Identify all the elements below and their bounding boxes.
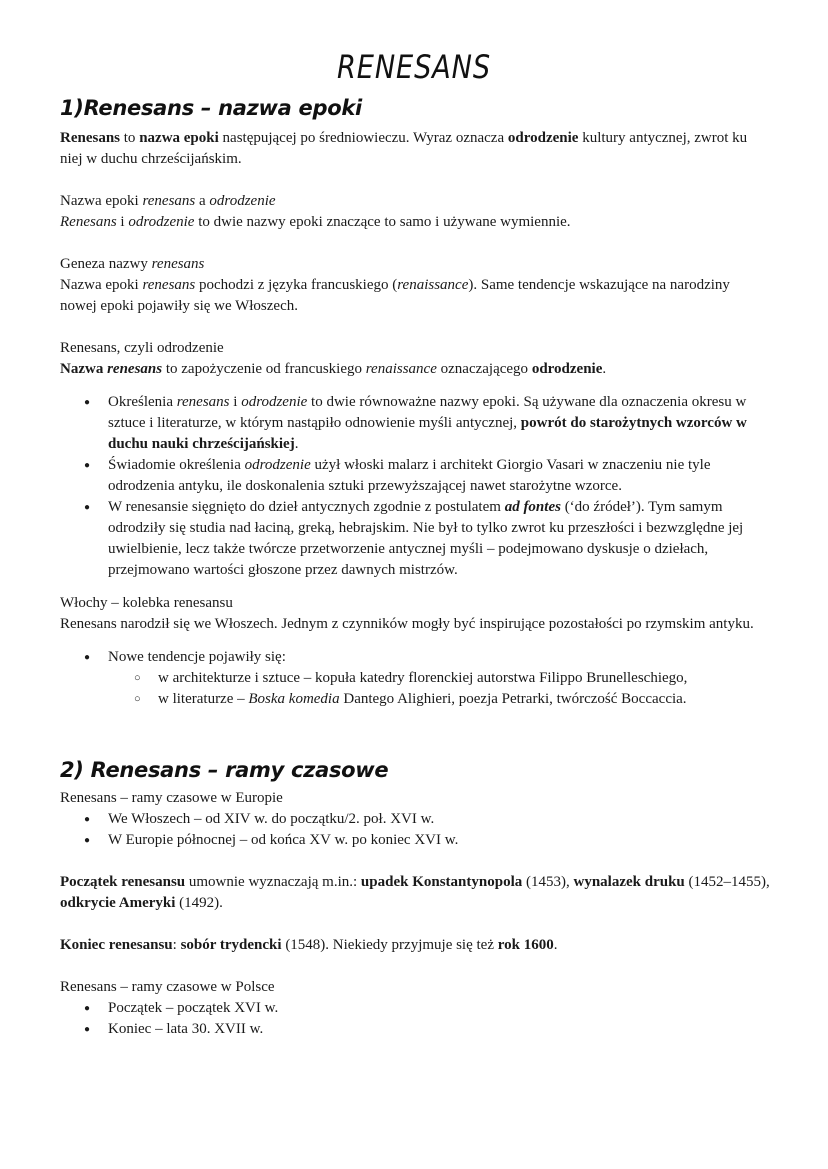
list-item: ● Początek – początek XVI w. [108, 998, 770, 1019]
text: w architekturze i sztuce – kopuła katedry florenckiej autorstwa Filippo Brunelleschiego, [158, 670, 688, 686]
italy-subtitle: Włochy – kolebka renesansu [60, 595, 233, 611]
rebirth-bullet-list [60, 392, 770, 581]
section-2-heading: 2) Renesans – ramy czasowe [60, 758, 389, 782]
section-1-heading: 1)Renesans – nazwa epoki [60, 96, 362, 120]
text: (1548). Niekiedy przyjmuje się też [281, 937, 498, 953]
text: i [116, 214, 129, 230]
name-subtitle [60, 191, 770, 212]
text: Nazwa epoki [60, 193, 143, 209]
text: Geneza nazwy [60, 256, 152, 272]
term: renesans [142, 193, 196, 209]
term: upadek Konstantynopola [360, 874, 523, 890]
rebirth-paragraph [60, 359, 770, 380]
text: to [120, 130, 140, 146]
term: Boska komedia [248, 691, 340, 707]
term: wynalazek druku [573, 874, 685, 890]
genesis-paragraph [60, 275, 770, 317]
text: (‘do źródeł’). Tym samym odrodziły się studia nad łaciną, greką, hebrajskim. Nie był to tylko zwrot ku przeszłości i bezwzględne jej uwielbienie, lecz także twórcze przetworzenie antycznej myśli – podejmowano dyskusje o dziełach, przejmowano wartości głoszone przez dawnych mistrzów. [108, 499, 744, 578]
list-item [108, 497, 770, 581]
section-2-content [60, 788, 770, 1040]
text: a [195, 193, 210, 209]
term: renaissance [397, 277, 469, 293]
list-item [108, 392, 770, 455]
text: ). Same tendencje wskazujące na narodziny nowej epoki pojawiły się we Włoszech. [60, 277, 730, 314]
poland-subtitle: Renesans – ramy czasowe w Polsce [60, 979, 275, 995]
start-paragraph [60, 872, 770, 914]
list-item: ● W Europie północnej – od końca XV w. po koniec XVI w. [108, 830, 770, 851]
term: odkrycie Ameryki [60, 895, 176, 911]
text: Dantego Alighieri, poezja Petrarki, twórczość Boccaccia. [339, 691, 687, 707]
text: Świadomie określenia [108, 457, 245, 473]
term: powrót do starożytnych wzorców w duchu nauki chrześcijańskiej [108, 415, 747, 452]
europe-list [60, 809, 770, 851]
text: to zapożyczenie od francuskiego [162, 361, 366, 377]
end-paragraph [60, 935, 770, 956]
list-item [108, 455, 770, 497]
text: oznaczającego [436, 361, 532, 377]
text: pochodzi z języka francuskiego ( [195, 277, 398, 293]
term: odrodzenie [244, 457, 311, 473]
term: nazwa epoki [139, 130, 219, 146]
term: sobór trydencki [180, 937, 282, 953]
term: rok 1600 [497, 937, 554, 953]
term: odrodzenie [209, 193, 276, 209]
term: Koniec renesansu [60, 937, 173, 953]
text: (1453), [522, 874, 574, 890]
term: renesans [176, 394, 230, 410]
italy-paragraph: Renesans narodził się we Włoszech. Jednym z czynników mogły być inspirujące pozostałości po rzymskim antyku. [60, 616, 754, 632]
text: . [602, 361, 607, 377]
intro-paragraph [60, 128, 770, 170]
text: kultury antycznej, zwrot ku niej w duchu chrześcijańskim. [60, 130, 748, 167]
list-item: ● Koniec – lata 30. XVII w. [108, 1019, 770, 1040]
sub-list-item [158, 668, 770, 689]
text: Określenia [108, 394, 177, 410]
text: w literaturze – [158, 691, 249, 707]
term: renaissance [365, 361, 437, 377]
europe-subtitle: Renesans – ramy czasowe w Europie [60, 790, 283, 806]
text: . [553, 937, 558, 953]
text: Nazwa epoki [60, 277, 143, 293]
term: odrodzenie [128, 214, 195, 230]
list-item: ● We Włoszech – od XIV w. do początku/2. poł. XVI w. [108, 809, 770, 830]
text: użył włoski malarz i architekt Giorgio Vasari w znaczeniu nie tyle odrodzenia antyku, ile doskonalenia sztuki przewyższającej nawet starożytne wzorce. [108, 457, 711, 494]
term: renesans [107, 361, 163, 377]
text: to dwie nazwy epoki znaczące to samo i używane wymiennie. [194, 214, 571, 230]
term: odrodzenie [241, 394, 308, 410]
name-paragraph [60, 212, 770, 233]
poland-list [60, 998, 770, 1040]
text: (1452–1455), [684, 874, 770, 890]
text: (1492). [175, 895, 223, 911]
term: ad fontes [504, 499, 561, 515]
text: umownie wyznaczają m.in.: [185, 874, 361, 890]
document-title: RENESANS [337, 48, 491, 86]
text: : [172, 937, 181, 953]
text: . [294, 436, 299, 452]
genesis-subtitle [60, 254, 770, 275]
term: Renesans [60, 130, 121, 146]
term: odrodzenie [507, 130, 579, 146]
term: Początek renesansu [60, 874, 186, 890]
italy-sub-list [108, 668, 770, 710]
text: następującej po średniowieczu. Wyraz oznacza [218, 130, 508, 146]
section-1-content [60, 128, 770, 710]
text: W renesansie sięgnięto do dzieł antycznych zgodnie z postulatem [108, 499, 505, 515]
term: odrodzenie [531, 361, 603, 377]
term: renesans [151, 256, 205, 272]
text: Nowe tendencje pojawiły się: [108, 649, 286, 665]
italy-bullet-list [60, 647, 770, 710]
term: renesans [142, 277, 196, 293]
sub-list-item [158, 689, 770, 710]
rebirth-subtitle: Renesans, czyli odrodzenie [60, 340, 224, 356]
term: Nazwa [60, 361, 108, 377]
text: i [229, 394, 242, 410]
list-item [108, 647, 770, 710]
term: Renesans [60, 214, 117, 230]
text: to dwie równoważne nazwy epoki. Są używane dla oznaczenia okresu w sztuce i literaturze, w którym nastąpiło odnowienie myśli antycznej, [108, 394, 747, 431]
